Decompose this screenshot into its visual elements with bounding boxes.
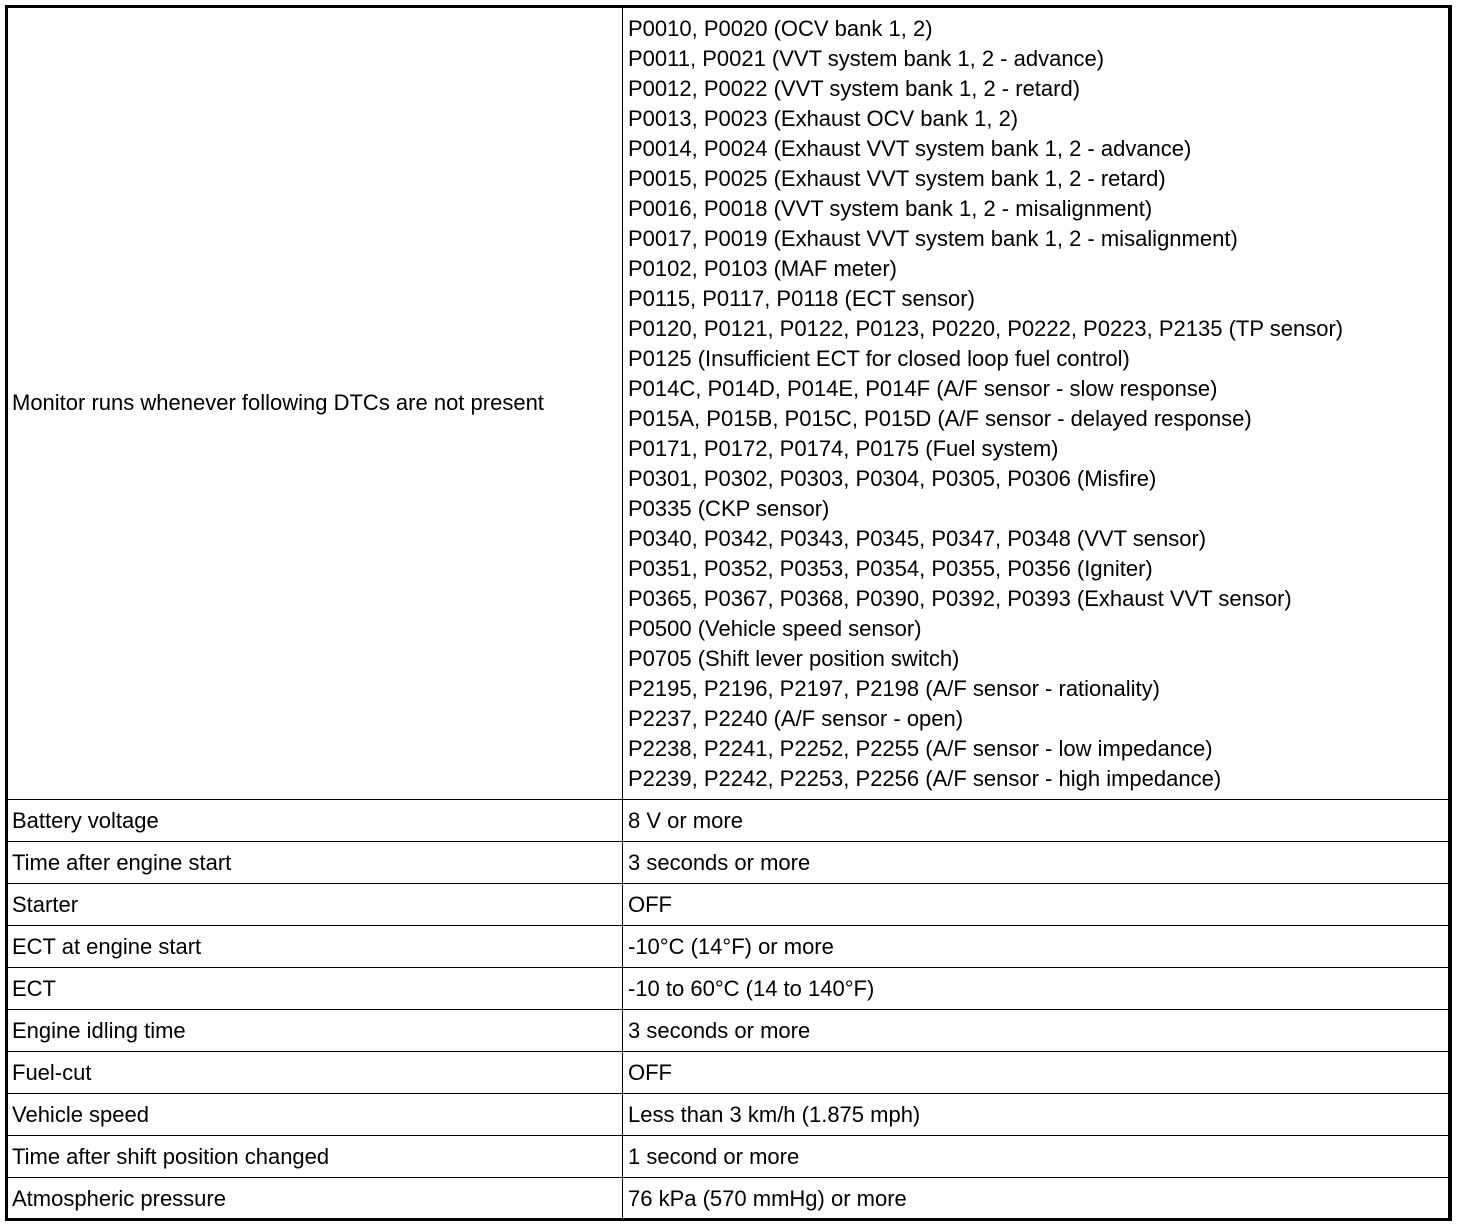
condition-label: Vehicle speed bbox=[7, 1094, 623, 1136]
table-row bbox=[7, 800, 1449, 842]
dtc-item: P0120, P0121, P0122, P0123, P0220, P0222, P0223, P2135 (TP sensor) bbox=[628, 316, 1344, 341]
condition-label: ECT at engine start bbox=[7, 926, 623, 968]
table-row bbox=[7, 842, 1449, 884]
condition-value: 3 seconds or more bbox=[623, 842, 1449, 884]
dtc-item: P0365, P0367, P0368, P0390, P0392, P0393 (Exhaust VVT sensor) bbox=[628, 586, 1292, 611]
dtc-item: P2195, P2196, P2197, P2198 (A/F sensor - rationality) bbox=[628, 676, 1160, 701]
dtc-item: P0340, P0342, P0343, P0345, P0347, P0348 (VVT sensor) bbox=[628, 526, 1207, 551]
table-row bbox=[7, 1010, 1449, 1052]
condition-value: 76 kPa (570 mmHg) or more bbox=[623, 1178, 1449, 1220]
dtc-item: P0016, P0018 (VVT system bank 1, 2 - misalignment) bbox=[628, 196, 1153, 221]
dtc-item: P0014, P0024 (Exhaust VVT system bank 1, 2 - advance) bbox=[628, 136, 1192, 161]
condition-value: OFF bbox=[623, 884, 1449, 926]
dtc-row bbox=[7, 7, 1449, 800]
table-row bbox=[7, 1178, 1449, 1220]
condition-label: Engine idling time bbox=[7, 1010, 623, 1052]
table-row bbox=[7, 1052, 1449, 1094]
dtc-item: P0015, P0025 (Exhaust VVT system bank 1, 2 - retard) bbox=[628, 166, 1166, 191]
table-row bbox=[7, 968, 1449, 1010]
condition-value: 3 seconds or more bbox=[623, 1010, 1449, 1052]
dtc-item: P0012, P0022 (VVT system bank 1, 2 - retard) bbox=[628, 76, 1081, 101]
dtc-item: P0115, P0117, P0118 (ECT sensor) bbox=[628, 286, 975, 311]
monitor-conditions-table bbox=[6, 6, 1449, 1220]
dtc-row-label: Monitor runs whenever following DTCs are not present bbox=[7, 7, 623, 800]
dtc-item: P2238, P2241, P2252, P2255 (A/F sensor - low impedance) bbox=[628, 736, 1213, 761]
condition-label: Fuel-cut bbox=[7, 1052, 623, 1094]
dtc-item: P0500 (Vehicle speed sensor) bbox=[628, 616, 922, 641]
condition-value: -10°C (14°F) or more bbox=[623, 926, 1449, 968]
dtc-item: P0013, P0023 (Exhaust OCV bank 1, 2) bbox=[628, 106, 1019, 131]
condition-label: Atmospheric pressure bbox=[7, 1178, 623, 1220]
condition-label: Time after shift position changed bbox=[7, 1136, 623, 1178]
table-row bbox=[7, 1136, 1449, 1178]
dtc-item: P0705 (Shift lever position switch) bbox=[628, 646, 960, 671]
condition-value: Less than 3 km/h (1.875 mph) bbox=[623, 1094, 1449, 1136]
dtc-item: P0102, P0103 (MAF meter) bbox=[628, 256, 898, 281]
dtc-item: P0171, P0172, P0174, P0175 (Fuel system) bbox=[628, 436, 1059, 461]
dtc-item: P0351, P0352, P0353, P0354, P0355, P0356 (Igniter) bbox=[628, 556, 1153, 581]
dtc-item: P2239, P2242, P2253, P2256 (A/F sensor - high impedance) bbox=[628, 766, 1222, 791]
condition-value: OFF bbox=[623, 1052, 1449, 1094]
table-body bbox=[7, 7, 1449, 1220]
dtc-item: P0301, P0302, P0303, P0304, P0305, P0306 (Misfire) bbox=[628, 466, 1157, 491]
table-row bbox=[7, 926, 1449, 968]
table-row bbox=[7, 884, 1449, 926]
dtc-item: P0335 (CKP sensor) bbox=[628, 496, 830, 521]
dtc-item: P0010, P0020 (OCV bank 1, 2) bbox=[628, 16, 933, 41]
condition-value: 8 V or more bbox=[623, 800, 1449, 842]
condition-value: 1 second or more bbox=[623, 1136, 1449, 1178]
condition-value: -10 to 60°C (14 to 140°F) bbox=[623, 968, 1449, 1010]
dtc-item: P014C, P014D, P014E, P014F (A/F sensor - slow response) bbox=[628, 376, 1218, 401]
condition-label: Starter bbox=[7, 884, 623, 926]
dtc-item: P0011, P0021 (VVT system bank 1, 2 - advance) bbox=[628, 46, 1105, 71]
dtc-item: P015A, P015B, P015C, P015D (A/F sensor - delayed response) bbox=[628, 406, 1252, 431]
condition-label: Time after engine start bbox=[7, 842, 623, 884]
condition-label: ECT bbox=[7, 968, 623, 1010]
condition-label: Battery voltage bbox=[7, 800, 623, 842]
dtc-item: P2237, P2240 (A/F sensor - open) bbox=[628, 706, 964, 731]
table-row bbox=[7, 1094, 1449, 1136]
dtc-item: P0017, P0019 (Exhaust VVT system bank 1, 2 - misalignment) bbox=[628, 226, 1238, 251]
dtc-item: P0125 (Insufficient ECT for closed loop fuel control) bbox=[628, 346, 1130, 371]
dtc-list bbox=[623, 7, 1449, 800]
